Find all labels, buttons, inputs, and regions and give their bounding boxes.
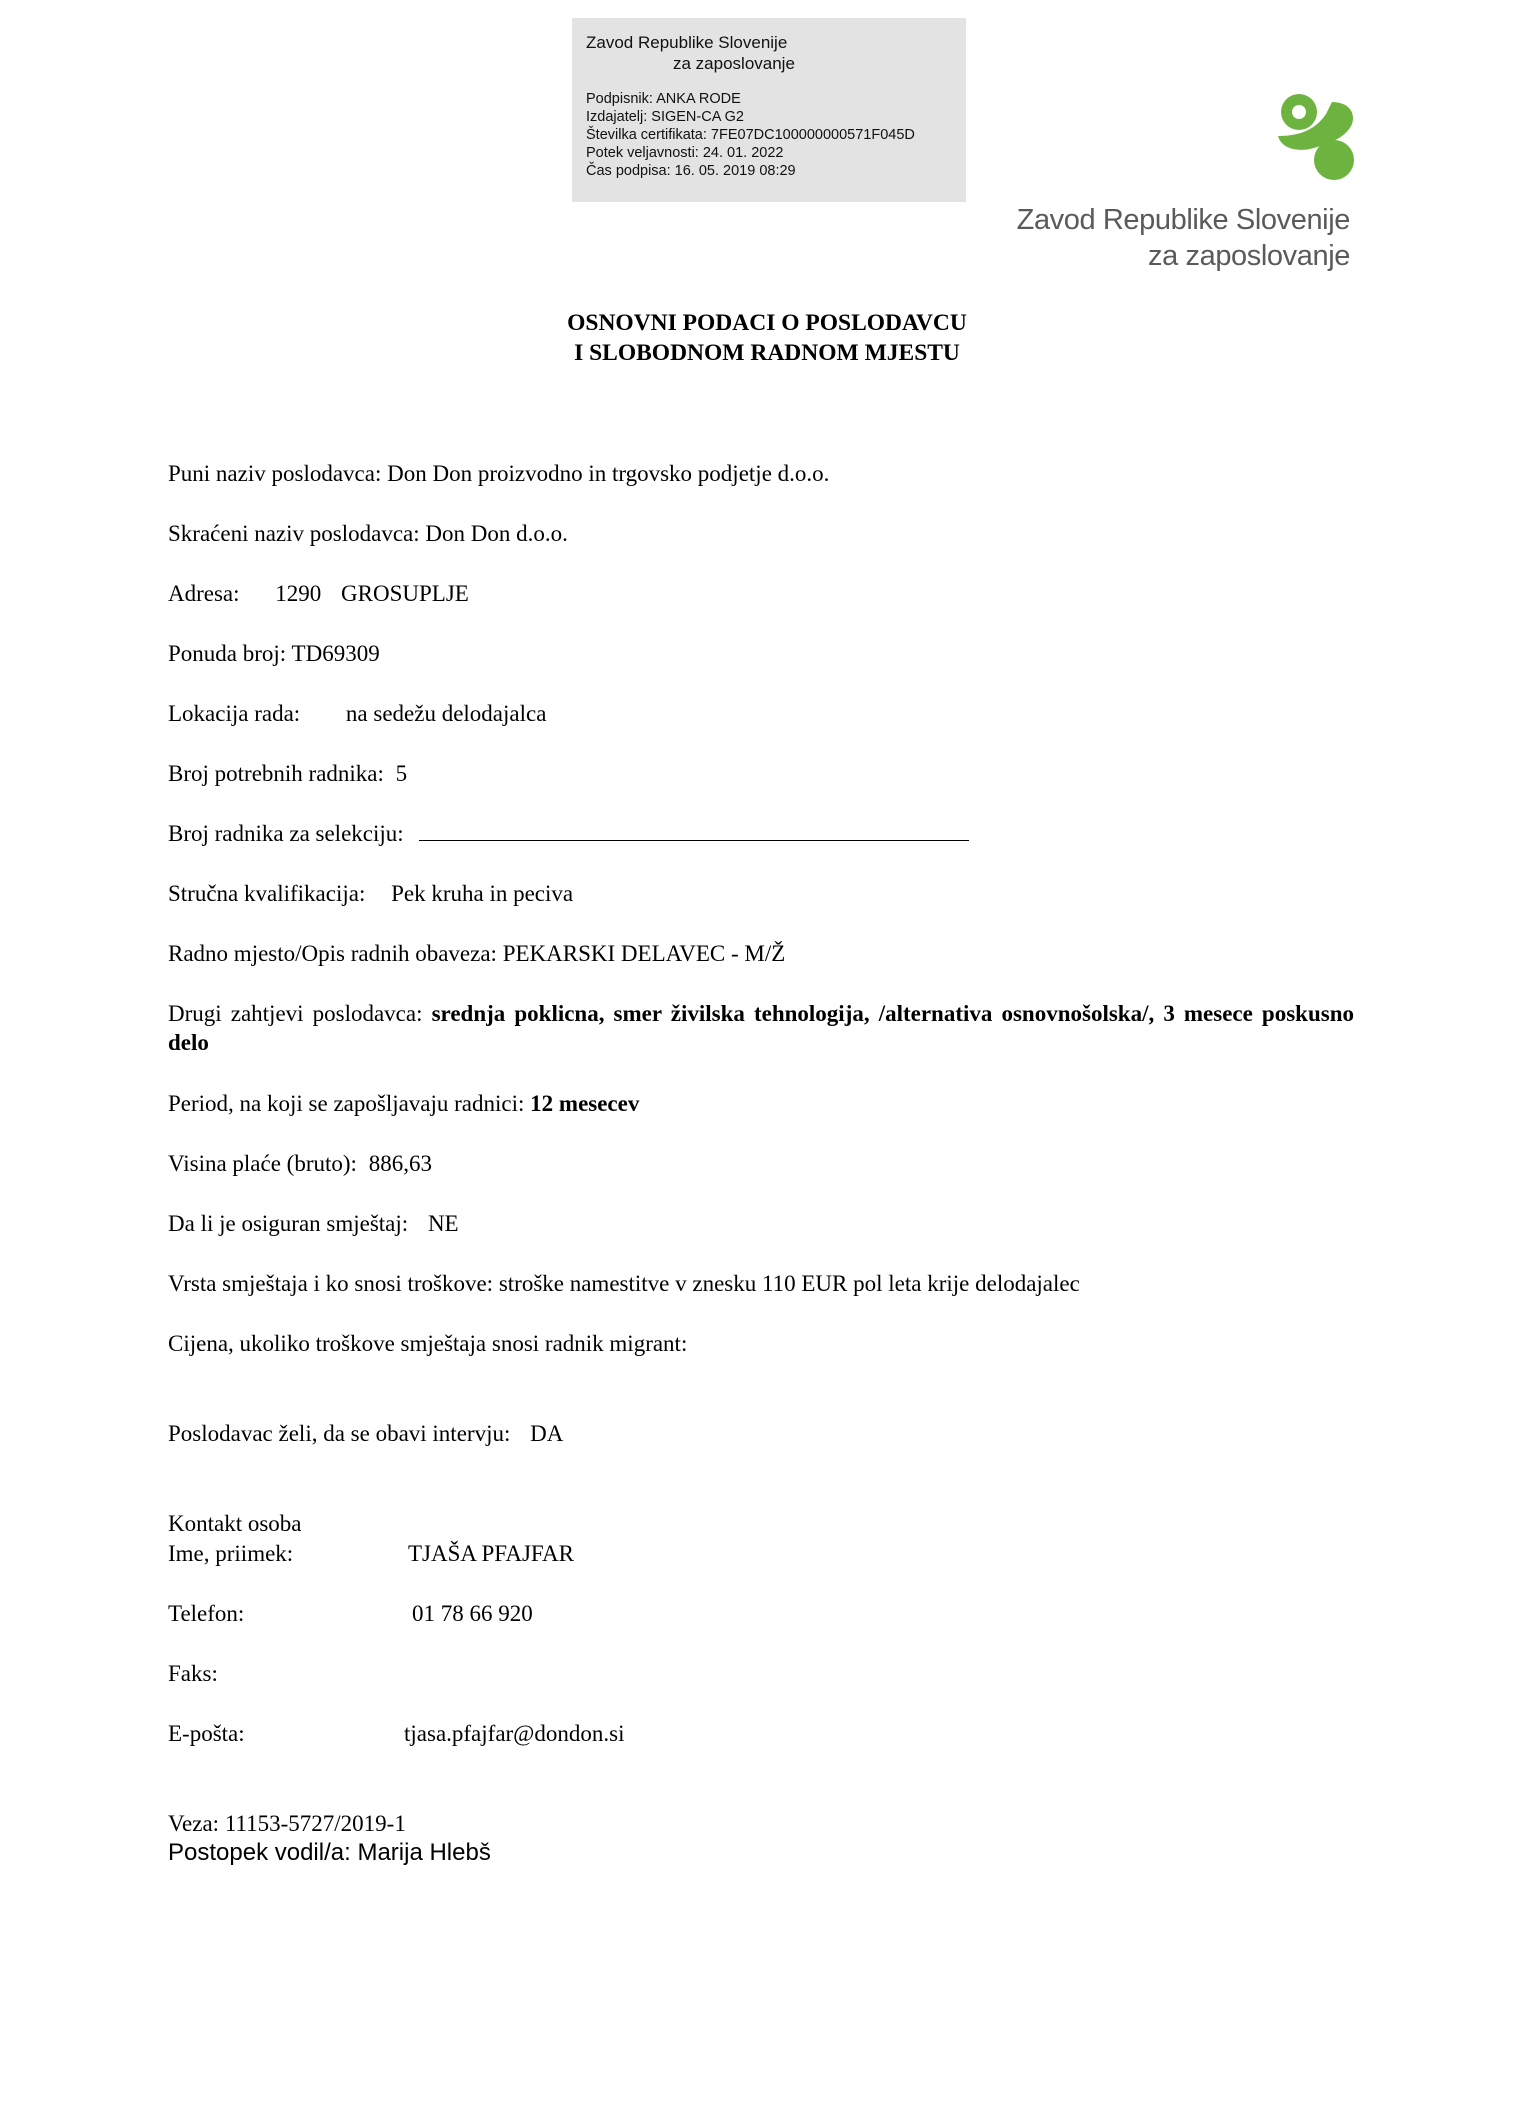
contact-phone-label: Telefon: [168, 1601, 245, 1626]
short-name-value: Don Don d.o.o. [425, 521, 568, 546]
contact-phone-row [168, 1599, 533, 1628]
interview-label: Poslodavac želi, da se obavi intervju: [168, 1421, 511, 1446]
housing-label: Da li je osiguran smještaj: [168, 1211, 409, 1236]
short-name-label: Skraćeni naziv poslodavca: [168, 521, 420, 546]
period-label: Period, na koji se zapošljavaju radnici: [168, 1091, 525, 1116]
address-label: Adresa: [168, 581, 240, 606]
housing-type-label: Vrsta smještaja i ko snosi troškove: [168, 1271, 494, 1296]
short-name-row [168, 519, 568, 548]
contact-email-row [168, 1719, 625, 1748]
address-city: GROSUPLJE [341, 581, 469, 606]
full-name-label: Puni naziv poslodavca: [168, 461, 382, 486]
salary-row [168, 1149, 432, 1178]
title-line2: I SLOBODNOM RADNOM MJESTU [574, 340, 960, 366]
contact-email-value: tjasa.pfajfar@dondon.si [404, 1721, 625, 1746]
period-row [168, 1089, 639, 1118]
stamp-certificate: Številka certifikata: 7FE07DC100000000571F045D [586, 127, 915, 143]
housing-type-row [168, 1269, 1080, 1298]
contact-name-label: Ime, priimek: [168, 1541, 294, 1566]
stamp-sign-time: Čas podpisa: 16. 05. 2019 08:29 [586, 163, 796, 179]
full-name-value: Don Don proizvodno in trgovsko podjetje d.o.o. [387, 461, 830, 486]
selection-label: Broj radnika za selekciju: [168, 821, 404, 846]
signature-stamp [572, 18, 966, 202]
address-postal: 1290 [275, 581, 322, 606]
requirements-label: Drugi zahtjevi poslodavca: [168, 1001, 423, 1026]
interview-value: DA [530, 1421, 564, 1446]
stamp-org-line1: Zavod Republike Slovenije [586, 33, 788, 52]
period-value: 12 mesecev [530, 1091, 640, 1116]
handled-by: Postopek vodil/a: Marija Hlebš [168, 1839, 491, 1866]
offer-value: TD69309 [291, 641, 380, 666]
reference-number: Veza: 11153-5727/2019-1 [168, 1811, 406, 1836]
location-value: na sedežu delodajalca [345, 701, 547, 726]
requirements-value: srednja poklicna, smer živilska tehnologija, /alternativa osnovnošolska/, 3 mesece poskusno delo [168, 1001, 1354, 1055]
salary-value: 886,63 [368, 1151, 432, 1176]
contact-fax-row [168, 1659, 218, 1688]
housing-value: NE [427, 1211, 459, 1236]
logo-line1: Zavod Republike Slovenije [1016, 204, 1350, 236]
salary-label: Visina plaće (bruto): [168, 1151, 357, 1176]
selection-row [168, 819, 969, 848]
housing-row [168, 1209, 459, 1238]
offer-label: Ponuda broj: [168, 641, 287, 666]
position-label: Radno mjesto/Opis radnih obaveza: [168, 941, 497, 966]
selection-blank-line [419, 820, 969, 841]
offer-row [168, 639, 380, 668]
price-label: Cijena, ukoliko troškove smještaja snosi radnik migrant: [168, 1331, 688, 1356]
address-row [168, 579, 469, 608]
position-value: PEKARSKI DELAVEC - M/Ž [502, 941, 786, 966]
contact-email-label: E-pošta: [168, 1721, 245, 1746]
qualification-value: Pek kruha in peciva [391, 881, 574, 906]
logo-icon [1276, 92, 1356, 182]
logo-line2: za zaposlovanje [1148, 240, 1350, 272]
title-line1: OSNOVNI PODACI O POSLODAVCU [567, 310, 967, 336]
location-label: Lokacija rada: [168, 701, 301, 726]
requirements-row [168, 999, 1354, 1057]
stamp-signer: Podpisnik: ANKA RODE [586, 91, 741, 107]
full-name-row [168, 459, 829, 488]
interview-row [168, 1419, 563, 1448]
contact-heading: Kontakt osoba [168, 1511, 302, 1536]
contact-name-value: TJAŠA PFAJFAR [408, 1541, 574, 1566]
contact-name-row [168, 1539, 574, 1568]
workers-needed-row [168, 759, 407, 788]
housing-type-value: stroške namestitve v znesku 110 EUR pol leta krije delodajalec [498, 1271, 1080, 1296]
price-row [168, 1329, 687, 1358]
logo-text [1017, 202, 1350, 274]
stamp-issuer: Izdajatelj: SIGEN-CA G2 [586, 109, 744, 125]
qualification-row [168, 879, 573, 908]
stamp-details [586, 90, 915, 180]
position-row [168, 939, 785, 968]
qualification-label: Stručna kvalifikacija: [168, 881, 366, 906]
document-title [0, 308, 1534, 368]
workers-needed-value: 5 [395, 761, 408, 786]
contact-phone-value: 01 78 66 920 [412, 1601, 533, 1626]
contact-fax-label: Faks: [168, 1661, 218, 1686]
workers-needed-label: Broj potrebnih radnika: [168, 761, 384, 786]
stamp-expiry: Potek veljavnosti: 24. 01. 2022 [586, 145, 784, 161]
stamp-org-line2: za zaposlovanje [673, 54, 795, 73]
location-row [168, 699, 546, 728]
